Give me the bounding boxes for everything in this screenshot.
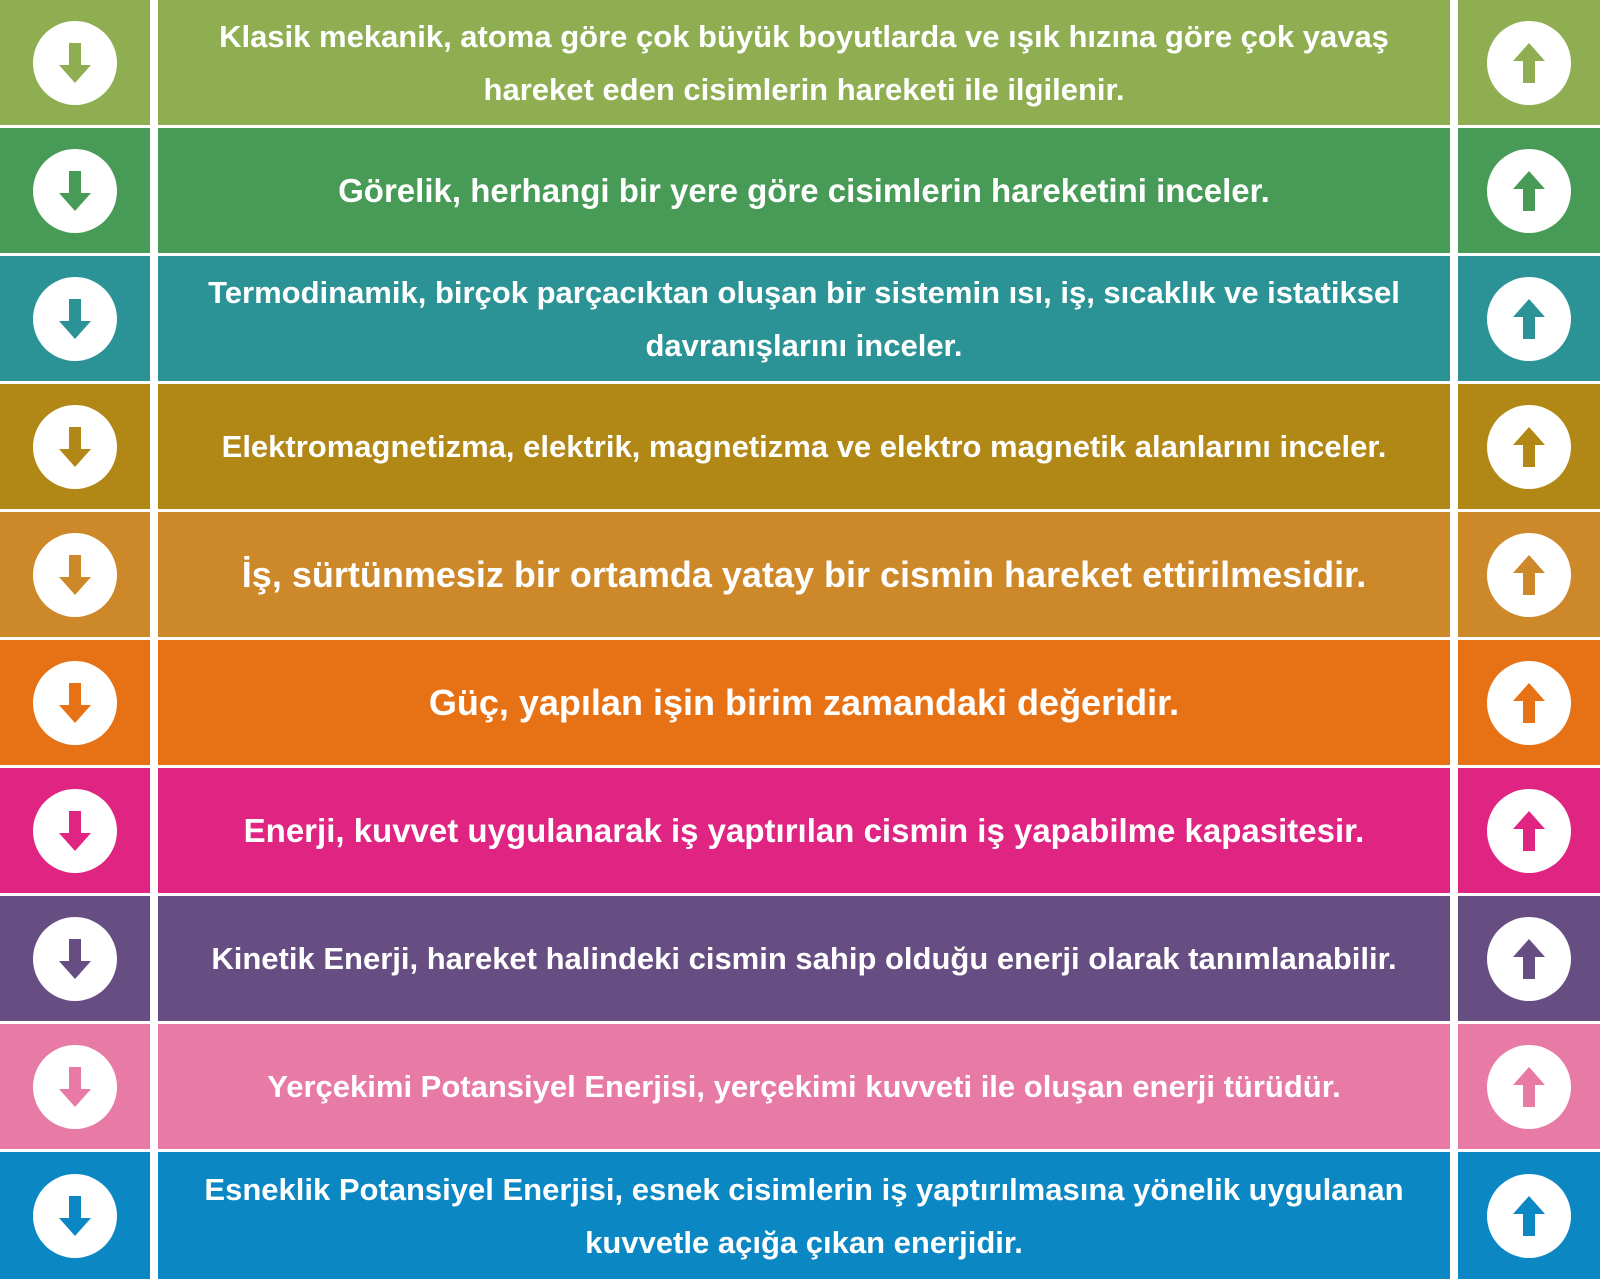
right-cell xyxy=(1458,1152,1600,1279)
arrow-up-circle-icon xyxy=(1487,21,1571,105)
right-cell xyxy=(1458,640,1600,765)
arrow-up-circle-icon xyxy=(1487,661,1571,745)
concept-row xyxy=(0,1152,1600,1279)
divider xyxy=(150,128,158,253)
concept-text: Elektromagnetizma, elektrik, magnetizma ve elektro magnetik alanlarını inceler. xyxy=(158,384,1450,509)
left-cell xyxy=(0,0,150,125)
right-cell xyxy=(1458,384,1600,509)
concept-row xyxy=(0,896,1600,1021)
concept-row xyxy=(0,768,1600,893)
left-cell xyxy=(0,256,150,381)
right-cell xyxy=(1458,512,1600,637)
arrow-down-circle-icon xyxy=(33,149,117,233)
concept-row xyxy=(0,1024,1600,1149)
divider xyxy=(150,384,158,509)
arrow-up-circle-icon xyxy=(1487,149,1571,233)
concept-row xyxy=(0,512,1600,637)
divider xyxy=(1450,1152,1458,1279)
divider xyxy=(1450,0,1458,125)
right-cell xyxy=(1458,0,1600,125)
divider xyxy=(1450,768,1458,893)
concept-row xyxy=(0,256,1600,381)
concept-text: Esneklik Potansiyel Enerjisi, esnek cisimlerin iş yaptırılmasına yönelik uygulanan kuvvetle açığa çıkan enerjidir. xyxy=(158,1152,1450,1279)
divider xyxy=(150,0,158,125)
divider xyxy=(150,896,158,1021)
arrow-down-circle-icon xyxy=(33,1174,117,1258)
right-cell xyxy=(1458,896,1600,1021)
concept-text: İş, sürtünmesiz bir ortamda yatay bir cismin hareket ettirilmesidir. xyxy=(158,512,1450,637)
arrow-up-circle-icon xyxy=(1487,405,1571,489)
arrow-down-circle-icon xyxy=(33,21,117,105)
left-cell xyxy=(0,128,150,253)
divider xyxy=(150,1024,158,1149)
left-cell xyxy=(0,384,150,509)
left-cell xyxy=(0,640,150,765)
arrow-down-circle-icon xyxy=(33,661,117,745)
concept-text: Güç, yapılan işin birim zamandaki değeridir. xyxy=(158,640,1450,765)
arrow-down-circle-icon xyxy=(33,405,117,489)
concept-text: Termodinamik, birçok parçacıktan oluşan bir sistemin ısı, iş, sıcaklık ve istatiksel davranışlarını inceler. xyxy=(158,256,1450,381)
arrow-up-circle-icon xyxy=(1487,1174,1571,1258)
concept-text: Enerji, kuvvet uygulanarak iş yaptırılan cismin iş yapabilme kapasitesir. xyxy=(158,768,1450,893)
left-cell xyxy=(0,896,150,1021)
left-cell xyxy=(0,512,150,637)
arrow-up-circle-icon xyxy=(1487,1045,1571,1129)
right-cell xyxy=(1458,768,1600,893)
left-cell xyxy=(0,1024,150,1149)
concept-text: Klasik mekanik, atoma göre çok büyük boyutlarda ve ışık hızına göre çok yavaş hareket eden cisimlerin hareketi ile ilgilenir. xyxy=(158,0,1450,125)
divider xyxy=(1450,256,1458,381)
concept-text: Görelik, herhangi bir yere göre cisimlerin hareketini inceler. xyxy=(158,128,1450,253)
concept-row xyxy=(0,128,1600,253)
divider xyxy=(150,512,158,637)
right-cell xyxy=(1458,1024,1600,1149)
right-cell xyxy=(1458,128,1600,253)
divider xyxy=(1450,640,1458,765)
concept-row xyxy=(0,640,1600,765)
arrow-down-circle-icon xyxy=(33,917,117,1001)
arrow-down-circle-icon xyxy=(33,533,117,617)
concept-row xyxy=(0,0,1600,125)
arrow-up-circle-icon xyxy=(1487,917,1571,1001)
right-cell xyxy=(1458,256,1600,381)
arrow-down-circle-icon xyxy=(33,1045,117,1129)
arrow-up-circle-icon xyxy=(1487,533,1571,617)
divider xyxy=(1450,384,1458,509)
divider xyxy=(150,640,158,765)
concept-text: Kinetik Enerji, hareket halindeki cismin sahip olduğu enerji olarak tanımlanabilir. xyxy=(158,896,1450,1021)
concept-row xyxy=(0,384,1600,509)
divider xyxy=(1450,1024,1458,1149)
left-cell xyxy=(0,1152,150,1279)
divider xyxy=(1450,512,1458,637)
left-cell xyxy=(0,768,150,893)
divider xyxy=(1450,896,1458,1021)
arrow-down-circle-icon xyxy=(33,277,117,361)
divider xyxy=(150,1152,158,1279)
divider xyxy=(1450,128,1458,253)
divider xyxy=(150,256,158,381)
concept-text: Yerçekimi Potansiyel Enerjisi, yerçekimi kuvveti ile oluşan enerji türüdür. xyxy=(158,1024,1450,1149)
arrow-down-circle-icon xyxy=(33,789,117,873)
arrow-up-circle-icon xyxy=(1487,277,1571,361)
arrow-up-circle-icon xyxy=(1487,789,1571,873)
divider xyxy=(150,768,158,893)
